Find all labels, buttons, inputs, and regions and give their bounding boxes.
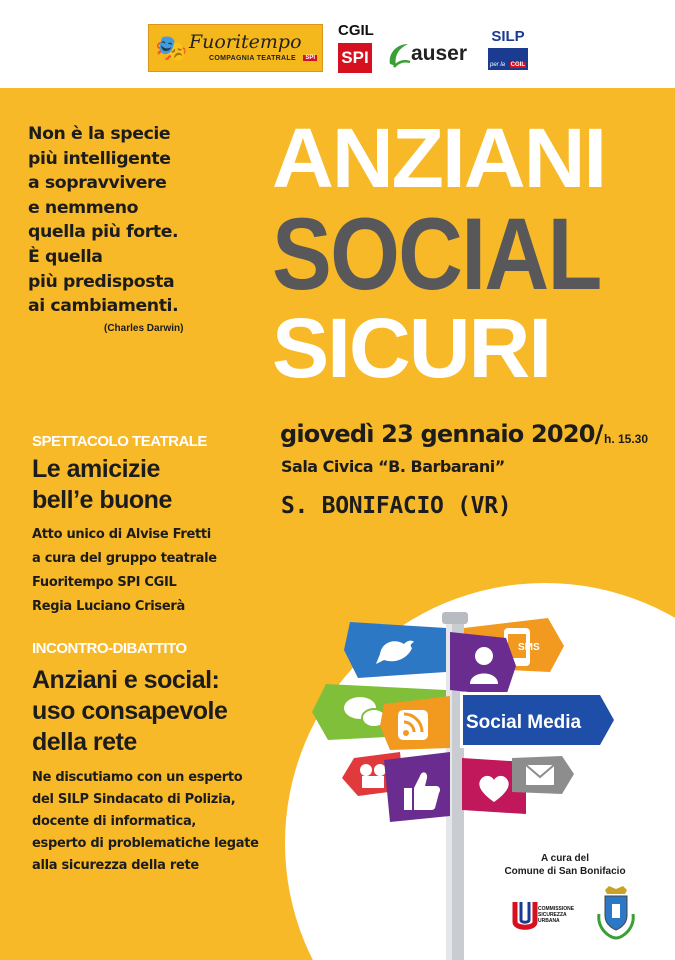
section1-title-line: Le amicizie: [32, 455, 160, 483]
coat-of-arms-icon: [595, 884, 637, 942]
event-venue: Sala Civica “B. Barbarani”: [281, 457, 505, 476]
quote-author: (Charles Darwin): [104, 323, 184, 334]
quote-line: più intelligente: [28, 148, 171, 169]
commission-shield-icon: [512, 898, 538, 934]
sms-text: SMS: [518, 642, 540, 653]
section2-title-line: uso consapevole: [32, 697, 228, 725]
quote-line: ai cambiamenti.: [28, 296, 179, 317]
credits-line: A cura del: [541, 853, 589, 864]
event-date: giovedì 23 gennaio 2020/: [280, 420, 603, 448]
credits-line: Comune di San Bonifacio: [504, 866, 626, 877]
logo-bar: [0, 0, 675, 88]
title-sicuri: SICURI: [272, 301, 551, 395]
section2-label: INCONTRO-DIBATTITO: [32, 640, 187, 657]
cgil-text: CGIL: [338, 22, 374, 39]
commission-logo: [512, 898, 576, 938]
fuoritempo-name: Fuoritempo: [189, 31, 302, 53]
section2-title: [32, 665, 227, 758]
section2-body-line: del SILP Sindacato di Polizia,: [32, 792, 236, 807]
social-media-text: Social Media: [466, 712, 582, 733]
event-city: S. BONIFACIO (VR): [281, 493, 512, 519]
title-anziani: ANZIANI: [272, 111, 606, 205]
signpost-illustration: [300, 600, 630, 960]
section2-title-line: della rete: [32, 728, 137, 756]
section2-body-line: alla sicurezza della rete: [32, 858, 199, 873]
fuoritempo-sub: COMPAGNIA TEATRALE: [209, 55, 296, 62]
section2-body-line: esperto di problematiche legate: [32, 836, 259, 851]
darwin-quote: [28, 122, 278, 319]
section1-body-line: Regia Luciano Criserà: [32, 599, 185, 614]
silp-badge: CGIL: [510, 62, 525, 68]
fuoritempo-logo: [148, 24, 323, 72]
silp-logo: [488, 26, 528, 72]
fuoritempo-badge: SPI: [305, 55, 315, 61]
credits: [490, 852, 640, 878]
theater-masks-icon: 🎭: [155, 33, 188, 63]
section2-body-line: Ne discutiamo con un esperto: [32, 770, 243, 785]
commission-line: URBANA: [538, 918, 560, 924]
section1-label: SPETTACOLO TEATRALE: [32, 433, 207, 450]
quote-line: più predisposta: [28, 271, 175, 292]
silp-text: SILP: [488, 26, 528, 48]
signpost-cap: [442, 612, 468, 624]
spi-text: SPI: [338, 43, 372, 73]
quote-line: Non è la specie: [28, 124, 171, 144]
quote-line: quella più forte.: [28, 222, 179, 243]
commission-line: COMMISSIONE: [538, 906, 575, 912]
commission-line: SICUREZZA: [538, 912, 567, 918]
auser-swoosh-icon: [386, 40, 412, 70]
section1-body-line: Atto unico di Alvise Fretti: [32, 527, 211, 542]
section1-body-line: Fuoritempo SPI CGIL: [32, 575, 177, 590]
section2-body: [32, 767, 259, 877]
section2-body-line: docente di informatica,: [32, 814, 197, 829]
auser-text: auser: [411, 42, 468, 65]
quote-line: e nemmeno: [28, 197, 139, 218]
section1-title: [32, 454, 172, 516]
title-social: SOCIAL: [272, 197, 601, 311]
quote-line: È quella: [28, 246, 103, 267]
section1-body-line: a cura del gruppo teatrale: [32, 551, 217, 566]
silp-small-text: per la: [490, 62, 506, 68]
cgil-spi-logo: [336, 22, 376, 74]
silp-band: [488, 48, 528, 70]
rss-icon: [398, 710, 428, 740]
envelope-icon: [526, 765, 554, 785]
quote-line: a sopravvivere: [28, 173, 167, 194]
auser-logo: [386, 38, 481, 74]
commission-text: [538, 906, 574, 924]
section1-title-line: bell’e buone: [32, 486, 172, 514]
event-time: h. 15.30: [604, 432, 649, 446]
section1-body: [32, 523, 217, 619]
section2-title-line: Anziani e social:: [32, 666, 220, 694]
